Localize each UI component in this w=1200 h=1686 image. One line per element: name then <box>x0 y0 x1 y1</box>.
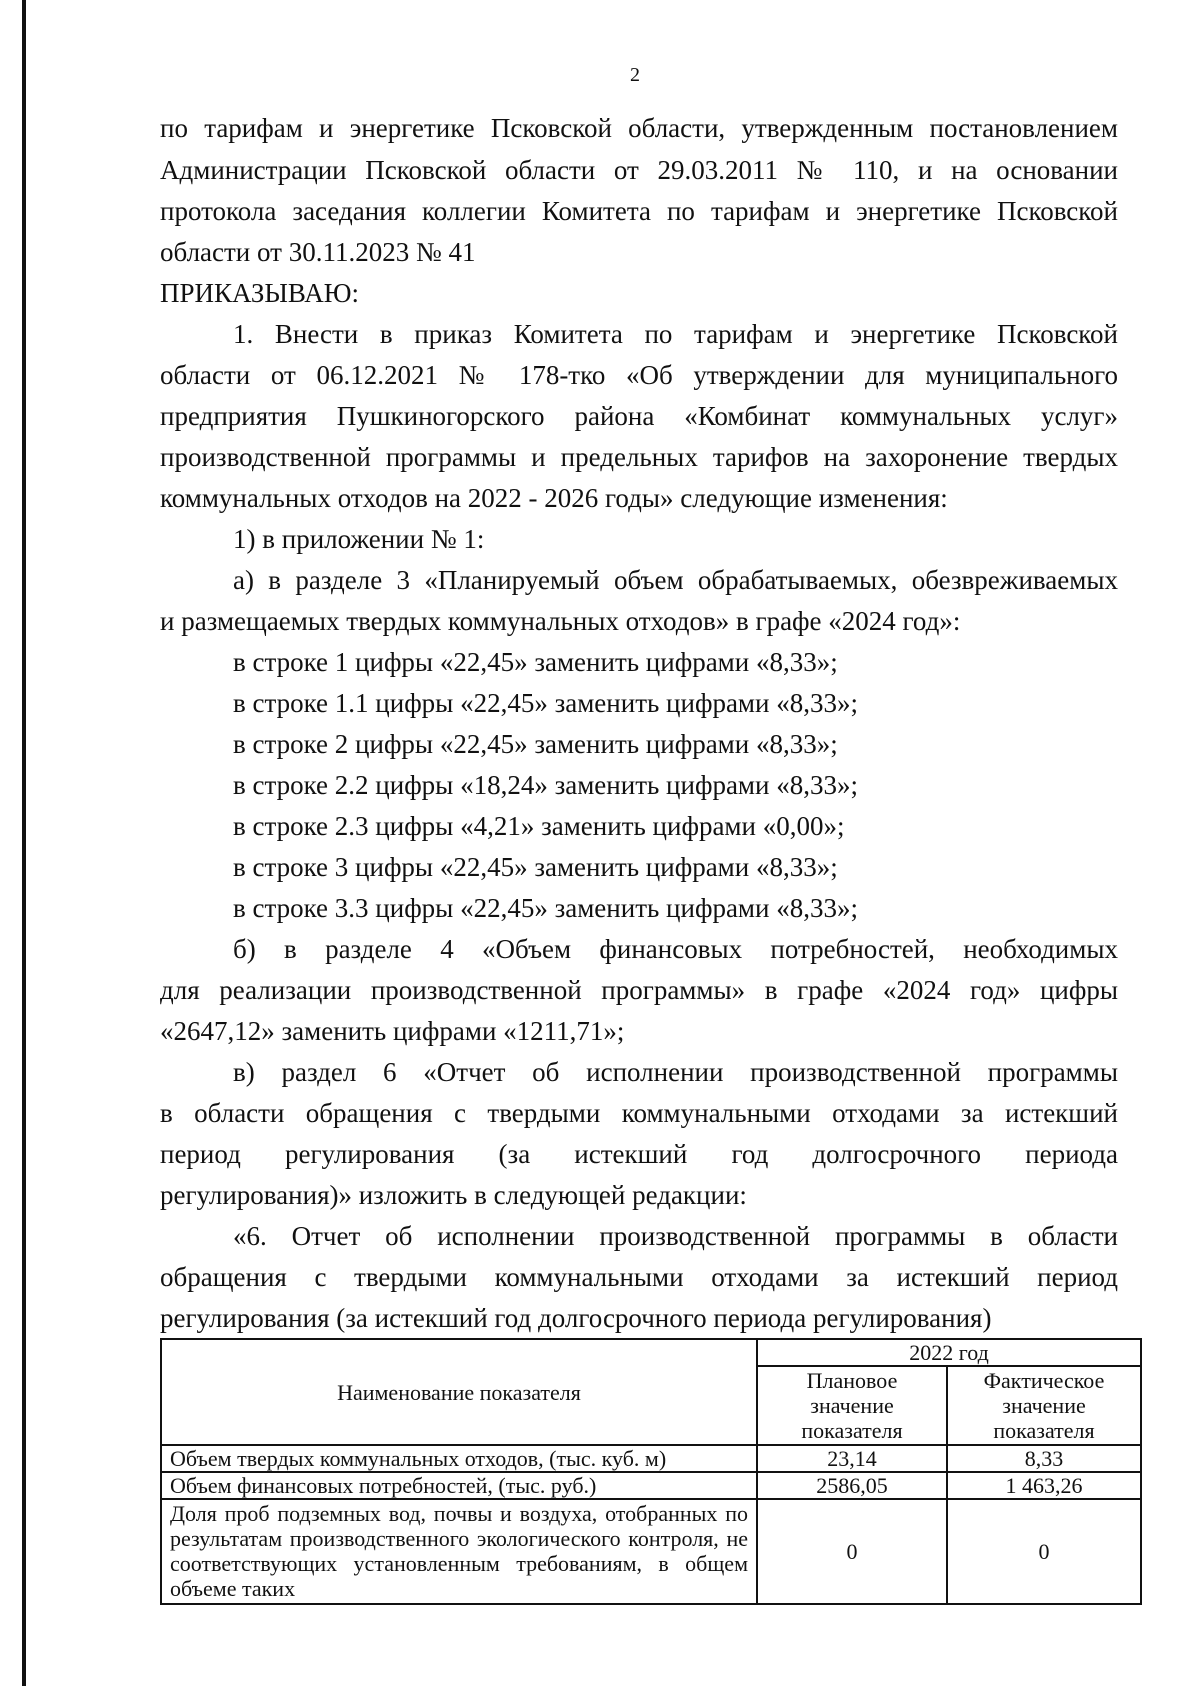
item-b-line-3: «2647,12» заменить цифрами «1211,71»; <box>160 1016 625 1046</box>
year-header: 2022 год <box>757 1339 1141 1366</box>
order-heading: ПРИКАЗЫВАЮ: <box>160 278 359 308</box>
body-line-9: производственной программы и предельных тарифов на захоронение твердых <box>160 442 1118 472</box>
item-v-line-1: в) раздел 6 «Отчет об исполнении производственной программы <box>233 1057 1118 1087</box>
table-row <box>161 1445 1141 1472</box>
item-b-line-2: для реализации производственной программы» в графе «2024 год» цифры <box>160 975 1118 1005</box>
plan-header: Плановое значение показателя <box>757 1366 947 1445</box>
change-row-2: в строке 2 цифры «22,45» заменить цифрами «8,33»; <box>233 729 838 759</box>
body-line-7: области от 06.12.2021 № 178-тко «Об утверждении для муниципального <box>160 360 1118 390</box>
table-row <box>161 1499 1141 1604</box>
plan-value-cell: 2586,05 <box>757 1472 947 1499</box>
table-row <box>161 1472 1141 1499</box>
scan-border <box>22 0 26 1686</box>
change-row-1-1: в строке 1.1 цифры «22,45» заменить цифрами «8,33»; <box>233 688 858 718</box>
body-line-1: по тарифам и энергетике Псковской области, утвержденным постановлением <box>160 113 1118 143</box>
plan-value-cell: 0 <box>757 1499 947 1604</box>
body-line-6: 1. Внести в приказ Комитета по тарифам и энергетике Псковской <box>233 319 1118 349</box>
indicator-cell: Объем финансовых потребностей, (тыс. руб.) <box>161 1472 757 1499</box>
body-line-10: коммунальных отходов на 2022 - 2026 годы» следующие изменения: <box>160 483 948 513</box>
item-a-line-1: а) в разделе 3 «Планируемый объем обрабатываемых, обезвреживаемых <box>233 565 1118 595</box>
indicator-header: Наименование показателя <box>161 1339 757 1445</box>
fact-value-cell: 0 <box>947 1499 1141 1604</box>
body-line-3: протокола заседания коллегии Комитета по тарифам и энергетике Псковской <box>160 196 1118 226</box>
item-v-line-4: регулирования)» изложить в следующей редакции: <box>160 1180 747 1210</box>
item-b-line-1: б) в разделе 4 «Объем финансовых потребностей, необходимых <box>233 934 1118 964</box>
body-line-8: предприятия Пушкиногорского района «Комбинат коммунальных услуг» <box>160 401 1118 431</box>
change-row-3-3: в строке 3.3 цифры «22,45» заменить цифрами «8,33»; <box>233 893 858 923</box>
body-line-4: области от 30.11.2023 № 41 <box>160 237 476 267</box>
section-6-title-line-2: обращения с твердыми коммунальными отходами за истекший период <box>160 1262 1118 1292</box>
change-row-2-2: в строке 2.2 цифры «18,24» заменить цифрами «8,33»; <box>233 770 858 800</box>
section-6-title-line-3: регулирования (за истекший год долгосрочного периода регулирования) <box>160 1303 992 1333</box>
change-row-3: в строке 3 цифры «22,45» заменить цифрами «8,33»; <box>233 852 838 882</box>
indicator-cell: Доля проб подземных вод, почвы и воздуха, отобранных по результатам производственного экологического контроля, не соответствующих установленным требованиям, в общем объеме таких <box>161 1499 757 1604</box>
body-line-2: Администрации Псковской области от 29.03.2011 № 110, и на основании <box>160 155 1118 185</box>
item-a-line-2: и размещаемых твердых коммунальных отходов» в графе «2024 год»: <box>160 606 961 636</box>
section-6-title-line-1: «6. Отчет об исполнении производственной программы в области <box>233 1221 1118 1251</box>
fact-header: Фактическое значение показателя <box>947 1366 1141 1445</box>
page-number: 2 <box>630 64 640 86</box>
report-table <box>160 1338 1142 1605</box>
item-v-line-2: в области обращения с твердыми коммунальными отходами за истекший <box>160 1098 1118 1128</box>
change-row-2-3: в строке 2.3 цифры «4,21» заменить цифрами «0,00»; <box>233 811 845 841</box>
item-v-line-3: период регулирования (за истекший год долгосрочного периода <box>160 1139 1118 1169</box>
fact-value-cell: 8,33 <box>947 1445 1141 1472</box>
indicator-cell: Объем твердых коммунальных отходов, (тыс. куб. м) <box>161 1445 757 1472</box>
change-row-1: в строке 1 цифры «22,45» заменить цифрами «8,33»; <box>233 647 838 677</box>
table-header-row <box>161 1339 1141 1366</box>
fact-value-cell: 1 463,26 <box>947 1472 1141 1499</box>
plan-value-cell: 23,14 <box>757 1445 947 1472</box>
appendix-line: 1) в приложении № 1: <box>233 524 485 554</box>
